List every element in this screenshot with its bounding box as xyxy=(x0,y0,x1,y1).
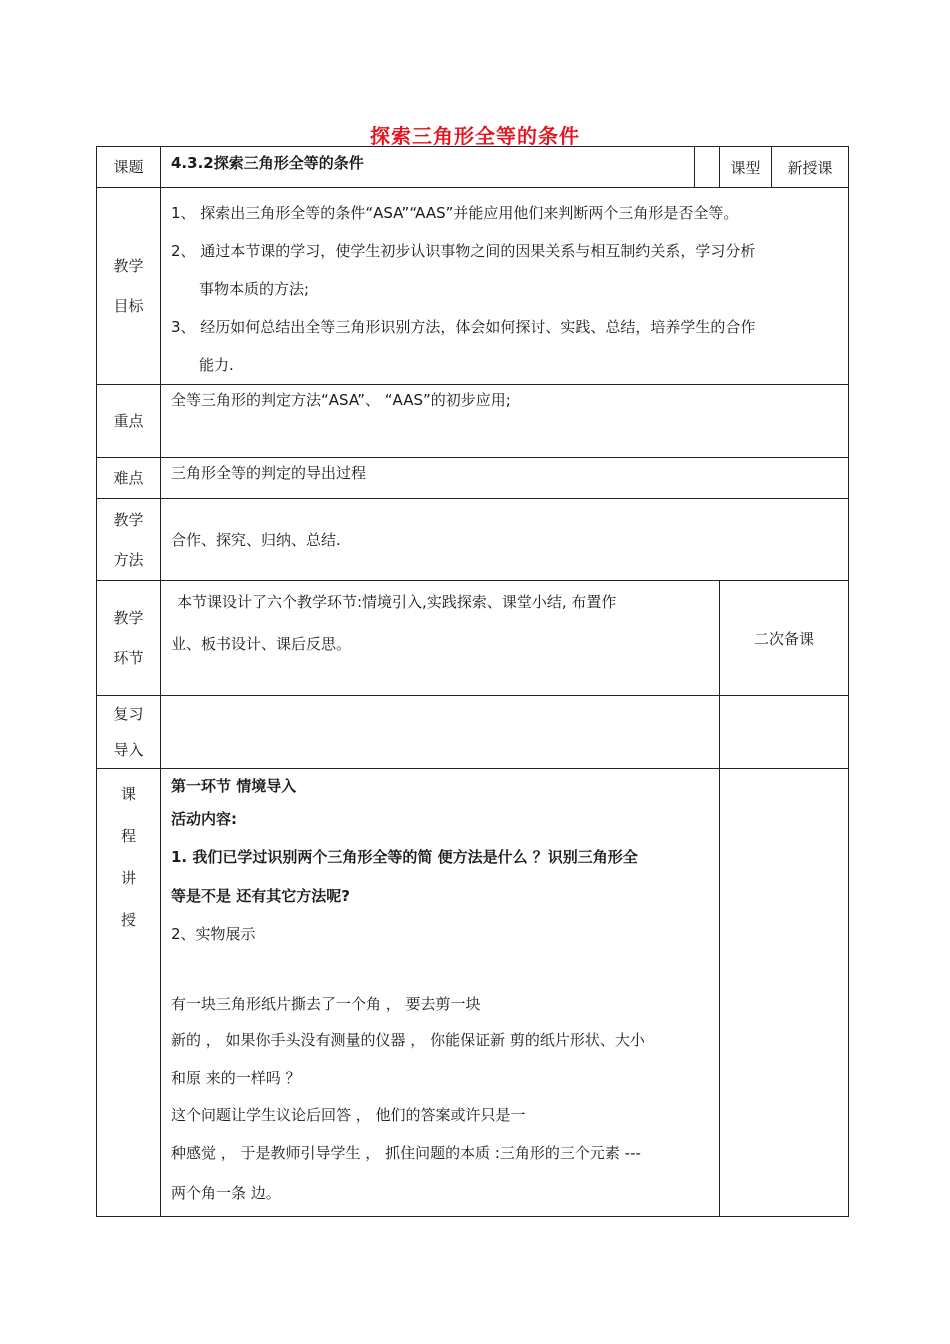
difficulty-label: 难点 xyxy=(97,458,161,499)
lecture-label: 课 程 讲 授 xyxy=(97,769,161,1217)
difficulty-row xyxy=(97,458,849,499)
goals-content xyxy=(161,188,849,385)
stages-row xyxy=(97,581,849,696)
lecture-row xyxy=(97,769,849,1217)
stages-line-2: 业、板书设计、课后反思。 xyxy=(171,635,352,653)
activity-heading: 活动内容: xyxy=(171,810,237,828)
lecture-side xyxy=(720,769,849,1217)
paragraph-line-2: 新的 ， 如果你手头没有测量的仪器 ， 你能保证新 剪的纸片形状、大小 xyxy=(171,1031,645,1049)
paragraph-line-4: 这个问题让学生议论后回答 ， 他们的答案或许只是一 xyxy=(171,1106,526,1124)
method-row xyxy=(97,499,849,581)
paragraph-line-5: 种感觉 ， 于是教师引导学生 ， 抓住问题的本质 :三角形的三个元素 --- xyxy=(171,1144,641,1162)
goal-item-1: 1、 探索出三角形全等的条件“ASA”“AAS”并能应用他们来判断两个三角形是否全等。 xyxy=(171,204,739,222)
key-point-label: 重点 xyxy=(97,385,161,458)
lecture-content xyxy=(161,769,720,1217)
review-row xyxy=(97,696,849,769)
review-content xyxy=(161,696,720,769)
stages-content xyxy=(161,581,720,696)
goals-label: 教学 目标 xyxy=(97,188,161,385)
review-label: 复习 导入 xyxy=(97,696,161,769)
stages-label: 教学 环节 xyxy=(97,581,161,696)
section-heading: 第一环节 情境导入 xyxy=(171,777,297,795)
goal-item-2-cont: 事物本质的方法; xyxy=(199,280,310,298)
stages-line-1: 本节课设计了六个教学环节:情境引入,实践探索、课堂小结, 布置作 xyxy=(177,593,617,611)
lesson-plan-table xyxy=(96,146,849,1217)
question-1: 1. 我们已学过识别两个三角形全等的简 便方法是什么 ？识别三角形全 xyxy=(171,848,638,866)
goals-row xyxy=(97,188,849,385)
goal-item-3-cont: 能力. xyxy=(199,356,234,374)
goal-item-3: 3、 经历如何总结出全等三角形识别方法，体会如何探讨、实践、总结，培养学生的合作 xyxy=(171,318,756,336)
review-side xyxy=(720,696,849,769)
paragraph-line-1: 有一块三角形纸片撕去了一个角 ， 要去剪一块 xyxy=(171,995,481,1013)
paragraph-line-6: 两个角一条 边。 xyxy=(171,1184,281,1202)
second-prep-label: 二次备课 xyxy=(720,581,849,696)
topic-row xyxy=(97,147,849,188)
topic-value: 4.3.2探索三角形全等的条件 xyxy=(161,147,695,188)
document-title: 探索三角形全等的条件 xyxy=(370,124,580,148)
goal-item-2: 2、 通过本节课的学习，使学生初步认识事物之间的因果关系与相互制约关系，学习分析 xyxy=(171,242,756,260)
demo-item: 2、实物展示 xyxy=(171,925,256,943)
paragraph-line-3: 和原 来的一样吗 ？ xyxy=(171,1069,301,1087)
question-1-cont: 等是不是 还有其它方法呢? xyxy=(171,887,350,905)
type-label: 课型 xyxy=(720,147,772,188)
type-value: 新授课 xyxy=(772,147,849,188)
method-label: 教学 方法 xyxy=(97,499,161,581)
topic-label: 课题 xyxy=(97,147,161,188)
key-point-row xyxy=(97,385,849,458)
difficulty-text: 三角形全等的判定的导出过程 xyxy=(161,458,849,499)
method-text: 合作、探究、归纳、总结. xyxy=(161,499,849,581)
key-point-text: 全等三角形的判定方法“ASA”、 “AAS”的初步应用; xyxy=(161,385,849,458)
